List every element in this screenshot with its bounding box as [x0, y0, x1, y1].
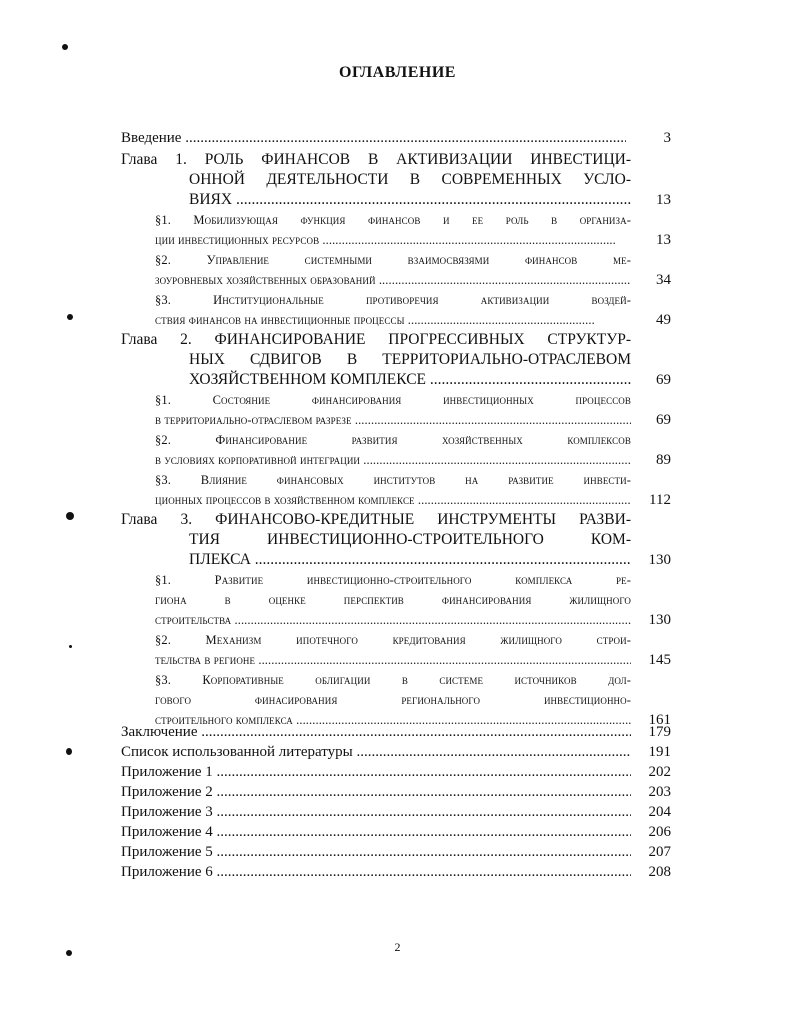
toc-line: ции инвестиционных ресурсов .....: [155, 230, 615, 250]
toc-line: в территориально-отраслевом разрезе .....: [155, 410, 631, 430]
toc-page: 13: [656, 192, 671, 208]
toc-line: Глава 2. ФИНАНСИРОВАНИЕ ПРОГРЕССИВНЫХ СТРУКТУР-: [121, 331, 631, 348]
toc-line: Приложение 4 .....: [121, 822, 631, 842]
toc-line: Глава 3. ФИНАНСОВО-КРЕДИТНЫЕ ИНСТРУМЕНТЫ РАЗВИ-: [121, 511, 631, 528]
toc-page: 207: [648, 844, 671, 860]
toc-page: 204: [648, 804, 671, 820]
toc-page: 130: [648, 612, 671, 628]
toc-line: гового финасирования регионального инвестиционно-: [155, 693, 631, 707]
toc-line: в условиях корпоративной интеграции .....: [155, 450, 631, 470]
toc-line: Приложение 2 .....: [121, 782, 631, 802]
toc-page: 202: [648, 764, 671, 780]
toc-page: 34: [656, 272, 671, 288]
toc-line: §1. Состояние финансирования инвестиционных процессов: [155, 393, 631, 407]
toc-page: 130: [648, 552, 671, 568]
toc-line: ТИЯ ИНВЕСТИЦИОННО-СТРОИТЕЛЬНОГО КОМ-: [189, 531, 631, 548]
toc-page: 203: [648, 784, 671, 800]
toc-page: 161: [648, 712, 671, 728]
toc-line: Заключение .....: [121, 722, 631, 742]
toc-page: 89: [656, 452, 671, 468]
toc-page: 69: [656, 412, 671, 428]
toc-line: зоуровневых хозяйственных образований .....: [155, 270, 631, 290]
toc-line: §3. Влияние финансовых институтов на развитие инвести-: [155, 473, 631, 487]
toc-line: §3. Корпоративные облигации в системе источников дол-: [155, 673, 631, 687]
toc-page: 145: [648, 652, 671, 668]
toc-line: ПЛЕКСА .....: [189, 550, 631, 570]
toc-page: 208: [648, 864, 671, 880]
toc-page: 179: [648, 724, 671, 740]
toc-page: 13: [656, 232, 671, 248]
scan-speck: [62, 44, 68, 50]
toc-line: ционных процессов в хозяйственном комплексе .....: [155, 490, 631, 510]
toc-page: 3: [663, 130, 671, 146]
toc-line: Приложение 1 .....: [121, 762, 631, 782]
toc-line: строительного комплекса .....: [155, 710, 631, 730]
toc-line: §1. Мобилизующая функция финансов и ее роль в организа-: [155, 213, 631, 227]
toc-line: §2. Финансирование развития хозяйственных комплексов: [155, 433, 631, 447]
toc-page: 69: [656, 372, 671, 388]
page-number: 2: [394, 940, 401, 954]
toc-line: НЫХ СДВИГОВ В ТЕРРИТОРИАЛЬНО-ОТРАСЛЕВОМ: [189, 351, 631, 368]
toc-line: Приложение 3 .....: [121, 802, 631, 822]
page-title: ОГЛАВЛЕНИЕ: [339, 64, 456, 81]
toc-line: Приложение 6 .....: [121, 862, 631, 882]
toc-page: 191: [648, 744, 671, 760]
scan-speck: [67, 314, 73, 320]
toc-line: Список использованной литературы .....: [121, 742, 631, 762]
scan-speck: [69, 645, 72, 648]
toc-page: 49: [656, 312, 671, 328]
toc-line: §2. Управление системными взаимосвязями финансов ме-: [155, 253, 631, 267]
toc-line: тельства в регионе .....: [155, 650, 631, 670]
toc-page: 112: [649, 492, 671, 508]
toc-line: §2. Механизм ипотечного кредитования жилищного строи-: [155, 633, 631, 647]
toc-line: Приложение 5 .....: [121, 842, 631, 862]
toc-line: ствия финансов на инвестиционные процессы .....: [155, 310, 595, 330]
scan-speck: [66, 748, 72, 755]
toc-page: 206: [648, 824, 671, 840]
toc-line: Глава 1. РОЛЬ ФИНАНСОВ В АКТИВИЗАЦИИ ИНВЕСТИЦИ-: [121, 151, 631, 168]
toc-line: Введение .....: [121, 128, 626, 148]
toc-line: гиона в оценке перспектив финансирования жилищного: [155, 593, 631, 607]
toc-line: ВИЯХ .....: [189, 190, 631, 210]
toc-line: §1. Развитие инвестиционно-строительного комплекса ре-: [155, 573, 631, 587]
toc-line: ОННОЙ ДЕЯТЕЛЬНОСТИ В СОВРЕМЕННЫХ УСЛО-: [189, 171, 631, 188]
toc-line: ХОЗЯЙСТВЕННОМ КОМПЛЕКСЕ .....: [189, 370, 631, 390]
scan-speck: [66, 512, 74, 520]
toc-line: строительства .....: [155, 610, 631, 630]
toc-line: §3. Институциональные противоречия активизации воздей-: [155, 293, 631, 307]
